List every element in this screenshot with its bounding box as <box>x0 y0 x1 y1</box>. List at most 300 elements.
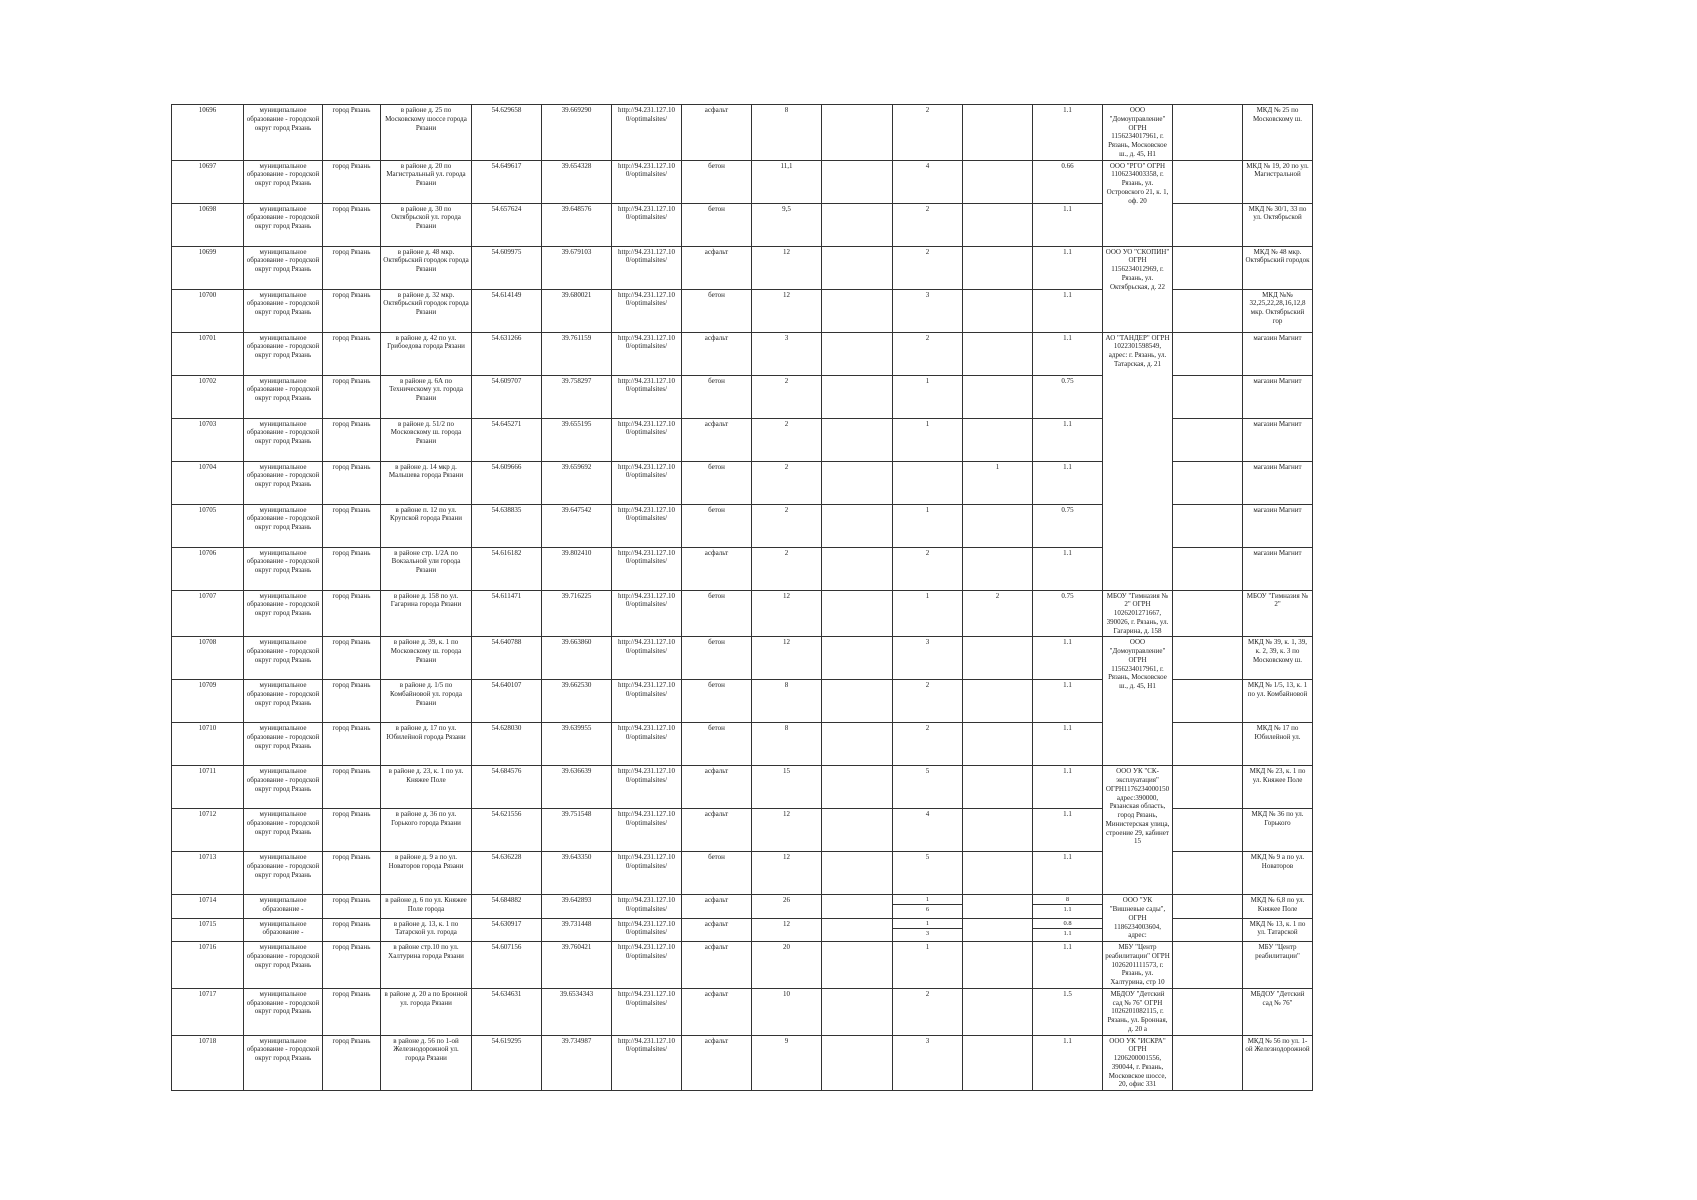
container-count-alt-cell <box>963 332 1033 375</box>
table-row <box>172 203 1410 246</box>
address-cell: в районе д. 6А по Техническому ул. города Рязани <box>381 375 472 418</box>
address-cell: в районе д. 6 по ул. Княжее Поле города <box>381 895 472 918</box>
city-cell: город Рязань <box>323 895 381 918</box>
address-cell: в районе стр.10 по ул. Халтурина города Рязани <box>381 942 472 989</box>
latitude-cell: 54.638835 <box>472 504 542 547</box>
row-id: 10710 <box>172 723 244 766</box>
city-cell: город Рязань <box>323 160 381 203</box>
table-row <box>172 1035 1410 1091</box>
longitude-cell: 39.716225 <box>542 590 612 637</box>
link-cell[interactable]: http://94.231.127.10 0/optimalsites/ <box>612 160 682 203</box>
municipality-cell: муниципальное образование - городской округ город Рязань <box>244 461 323 504</box>
address-cell: в районе д. 36 по ул. Горького города Рязани <box>381 809 472 852</box>
empty-cell <box>822 942 893 989</box>
address-cell: в районе д. 39, к. 1 по Московскому ш. города Рязани <box>381 637 472 680</box>
latitude-cell: 54.649617 <box>472 160 542 203</box>
longitude-cell: 39.731448 <box>542 918 612 941</box>
longitude-cell: 39.642893 <box>542 895 612 918</box>
link-cell[interactable]: http://94.231.127.10 0/optimalsites/ <box>612 418 682 461</box>
empty-cell <box>1173 547 1243 590</box>
empty-cell <box>1173 160 1243 203</box>
address-cell: в районе д. 20 а по Бронной ул. города Рязани <box>381 988 472 1035</box>
area-cell: 26 <box>752 895 822 918</box>
latitude-cell: 54.640107 <box>472 680 542 723</box>
empty-cell <box>822 637 893 680</box>
empty-cell <box>822 289 893 332</box>
table-row <box>172 375 1410 418</box>
surface-cell: бетон <box>682 852 752 895</box>
container-count-cell: 2 <box>893 203 963 246</box>
empty-cell <box>822 723 893 766</box>
municipality-cell: муниципальное образование - городской округ город Рязань <box>244 504 323 547</box>
volume-cell <box>1033 895 1103 918</box>
empty-cell <box>822 461 893 504</box>
row-id: 10714 <box>172 895 244 918</box>
volume-cell: 1.1 <box>1033 723 1103 766</box>
link-cell[interactable]: http://94.231.127.10 0/optimalsites/ <box>612 375 682 418</box>
surface-cell: асфальт <box>682 809 752 852</box>
owner-cell: АО "ТАНДЕР" ОГРН 1022301598549, адрес: г. Рязань, ул. Татарская, д. 21 <box>1103 332 1173 590</box>
row-id: 10708 <box>172 637 244 680</box>
waste-source-cell: МКД №№ 32,25,22,28,16,12,8 мкр. Октябрьский гор <box>1243 289 1313 332</box>
latitude-cell: 54.634631 <box>472 988 542 1035</box>
waste-source-cell: МБУ "Центр реабилитации" <box>1243 942 1313 989</box>
waste-source-cell: МКД № 30/1, 33 по ул. Октябрьской <box>1243 203 1313 246</box>
empty-cell <box>822 547 893 590</box>
row-id: 10715 <box>172 918 244 941</box>
area-cell: 2 <box>752 461 822 504</box>
volume-cell: 1.1 <box>1033 105 1103 161</box>
row-id: 10706 <box>172 547 244 590</box>
container-count-cell: 3 <box>893 1035 963 1091</box>
longitude-cell: 39.761159 <box>542 332 612 375</box>
longitude-cell: 39.659692 <box>542 461 612 504</box>
waste-source-cell: МКД № 13, к. 1 по ул. Татарской <box>1243 918 1313 941</box>
city-cell: город Рязань <box>323 461 381 504</box>
surface-cell: бетон <box>682 723 752 766</box>
empty-cell <box>1173 289 1243 332</box>
municipality-cell: муниципальное образование - городской округ город Рязань <box>244 332 323 375</box>
container-count-alt-cell <box>963 766 1033 809</box>
volume-cell: 1.1 <box>1033 461 1103 504</box>
latitude-cell: 54.645271 <box>472 418 542 461</box>
waste-source-cell: МКД № 39, к. 1, 39, к. 2, 39, к. 3 по Московскому ш. <box>1243 637 1313 680</box>
area-cell: 11,1 <box>752 160 822 203</box>
latitude-cell: 54.621556 <box>472 809 542 852</box>
link-cell[interactable]: http://94.231.127.10 0/optimalsites/ <box>612 105 682 161</box>
address-cell: в районе д. 14 мкр д. Мальшева города Рязани <box>381 461 472 504</box>
surface-cell: асфальт <box>682 988 752 1035</box>
row-id: 10701 <box>172 332 244 375</box>
link-cell[interactable]: http://94.231.127.10 0/optimalsites/ <box>612 680 682 723</box>
container-count-cell: 2 <box>893 105 963 161</box>
waste-source-cell: МКД № 19, 20 по ул. Магистральной <box>1243 160 1313 203</box>
row-id: 10709 <box>172 680 244 723</box>
longitude-cell: 39.639955 <box>542 723 612 766</box>
container-count-alt-cell <box>963 637 1033 680</box>
latitude-cell: 54.607156 <box>472 942 542 989</box>
latitude-cell: 54.616182 <box>472 547 542 590</box>
address-cell: в районе д. 23, к. 1 по ул. Княжее Поле <box>381 766 472 809</box>
surface-cell: асфальт <box>682 332 752 375</box>
surface-cell: асфальт <box>682 918 752 941</box>
table-row <box>172 332 1410 375</box>
table-row <box>172 680 1410 723</box>
waste-source-cell: МКД № 36 по ул. Горького <box>1243 809 1313 852</box>
surface-cell: бетон <box>682 160 752 203</box>
city-cell: город Рязань <box>323 852 381 895</box>
link-cell[interactable]: http://94.231.127.10 0/optimalsites/ <box>612 203 682 246</box>
empty-cell <box>822 105 893 161</box>
owner-cell: ООО УК "ИСКРА" ОГРН 1206200001556, 390044, г. Рязань, Московское шоссе, 20, офис 331 <box>1103 1035 1173 1091</box>
city-cell: город Рязань <box>323 418 381 461</box>
volume-cell: 1.1 <box>1033 1035 1103 1091</box>
link-cell[interactable]: http://94.231.127.10 0/optimalsites/ <box>612 1035 682 1091</box>
empty-cell <box>822 203 893 246</box>
table-row <box>172 852 1410 895</box>
volume-cell-part: 0.8 <box>1033 919 1102 929</box>
registry-table <box>171 104 1410 1091</box>
volume-cell: 1.1 <box>1033 289 1103 332</box>
volume-cell: 1.1 <box>1033 809 1103 852</box>
container-count-alt-cell <box>963 203 1033 246</box>
city-cell: город Рязань <box>323 246 381 289</box>
longitude-cell: 39.751548 <box>542 809 612 852</box>
container-count-cell: 2 <box>893 246 963 289</box>
table-row <box>172 918 1410 941</box>
row-id: 10696 <box>172 105 244 161</box>
container-count-alt-cell <box>963 680 1033 723</box>
link-cell[interactable]: http://94.231.127.10 0/optimalsites/ <box>612 723 682 766</box>
container-count-cell: 1 <box>893 418 963 461</box>
volume-cell: 1.1 <box>1033 766 1103 809</box>
empty-cell <box>822 504 893 547</box>
address-cell: в районе д. 51/2 по Московскому ш. города Рязани <box>381 418 472 461</box>
link-cell[interactable]: http://94.231.127.10 0/optimalsites/ <box>612 809 682 852</box>
municipality-cell: муниципальное образование - городской округ город Рязань <box>244 375 323 418</box>
link-cell[interactable]: http://94.231.127.10 0/optimalsites/ <box>612 461 682 504</box>
container-count-cell-part: 1 <box>893 895 962 905</box>
table-row <box>172 895 1410 918</box>
surface-cell: асфальт <box>682 246 752 289</box>
owner-cell: МБУ "Центр реабилитации" ОГРН 1026201111573, г. Рязань, ул. Халтурина, стр 10 <box>1103 942 1173 989</box>
surface-cell: бетон <box>682 375 752 418</box>
link-cell[interactable]: http://94.231.127.10 0/optimalsites/ <box>612 852 682 895</box>
row-id: 10713 <box>172 852 244 895</box>
city-cell: город Рязань <box>323 637 381 680</box>
empty-cell <box>1173 942 1243 989</box>
surface-cell: бетон <box>682 203 752 246</box>
address-cell: в районе стр. 1/2А по Вокзальной ули города Рязани <box>381 547 472 590</box>
empty-cell <box>822 332 893 375</box>
empty-cell <box>1173 203 1243 246</box>
address-cell: в районе п. 12 по ул. Крупской города Рязани <box>381 504 472 547</box>
area-cell: 12 <box>752 590 822 637</box>
area-cell: 2 <box>752 418 822 461</box>
municipality-cell: муниципальное образование - городской округ город Рязань <box>244 680 323 723</box>
municipality-cell: муниципальное образование - городской округ город Рязань <box>244 942 323 989</box>
volume-cell: 1.1 <box>1033 246 1103 289</box>
table-row <box>172 160 1410 203</box>
city-cell: город Рязань <box>323 547 381 590</box>
table-row <box>172 289 1410 332</box>
volume-cell: 0.75 <box>1033 504 1103 547</box>
longitude-cell: 39.6534343 <box>542 988 612 1035</box>
container-count-alt-cell <box>963 852 1033 895</box>
city-cell: город Рязань <box>323 590 381 637</box>
waste-source-cell: магазин Магнит <box>1243 332 1313 375</box>
longitude-cell: 39.760421 <box>542 942 612 989</box>
table-row <box>172 766 1410 809</box>
city-cell: город Рязань <box>323 375 381 418</box>
city-cell: город Рязань <box>323 289 381 332</box>
empty-cell <box>822 766 893 809</box>
container-count-alt-cell <box>963 375 1033 418</box>
surface-cell: бетон <box>682 461 752 504</box>
container-count-alt-cell <box>963 160 1033 203</box>
waste-source-cell: МКД № 48 мкр. Октябрьский городок <box>1243 246 1313 289</box>
row-id: 10711 <box>172 766 244 809</box>
container-count-cell: 2 <box>893 723 963 766</box>
row-id: 10700 <box>172 289 244 332</box>
area-cell: 12 <box>752 637 822 680</box>
surface-cell: асфальт <box>682 105 752 161</box>
empty-cell <box>1173 1035 1243 1091</box>
link-cell[interactable]: http://94.231.127.10 0/optimalsites/ <box>612 289 682 332</box>
city-cell: город Рязань <box>323 504 381 547</box>
link-cell[interactable]: http://94.231.127.10 0/optimalsites/ <box>612 332 682 375</box>
volume-cell: 1.1 <box>1033 418 1103 461</box>
volume-cell: 0.66 <box>1033 160 1103 203</box>
municipality-cell: муниципальное образование - городской округ город Рязань <box>244 988 323 1035</box>
waste-source-cell: МКД № 17 по Юбилейной ул. <box>1243 723 1313 766</box>
container-count-cell <box>893 895 963 918</box>
row-id: 10698 <box>172 203 244 246</box>
municipality-cell: муниципальное образование - городской округ город Рязань <box>244 203 323 246</box>
waste-source-cell: магазин Магнит <box>1243 547 1313 590</box>
empty-cell <box>1173 461 1243 504</box>
waste-source-cell: МБДОУ "Детский сад № 76" <box>1243 988 1313 1035</box>
link-cell[interactable]: http://94.231.127.10 0/optimalsites/ <box>612 766 682 809</box>
latitude-cell: 54.614149 <box>472 289 542 332</box>
latitude-cell: 54.684882 <box>472 895 542 918</box>
container-count-cell: 2 <box>893 332 963 375</box>
address-cell: в районе д. 42 по ул. Грибоедова города Рязани <box>381 332 472 375</box>
waste-source-cell: МКД № 9 а по ул. Новаторов <box>1243 852 1313 895</box>
longitude-cell: 39.648576 <box>542 203 612 246</box>
container-count-cell: 5 <box>893 852 963 895</box>
longitude-cell: 39.643350 <box>542 852 612 895</box>
container-count-cell-part: 1 <box>893 919 962 929</box>
empty-cell <box>1173 418 1243 461</box>
link-cell[interactable]: http://94.231.127.10 0/optimalsites/ <box>612 504 682 547</box>
container-count-alt-cell: 1 <box>963 461 1033 504</box>
surface-cell: бетон <box>682 590 752 637</box>
longitude-cell: 39.654328 <box>542 160 612 203</box>
row-id: 10702 <box>172 375 244 418</box>
empty-cell <box>1173 332 1243 375</box>
latitude-cell: 54.630917 <box>472 918 542 941</box>
municipality-cell: муниципальное образование - городской округ город Рязань <box>244 418 323 461</box>
latitude-cell: 54.631266 <box>472 332 542 375</box>
address-cell: в районе д. 13, к. 1 по Татарской ул. города <box>381 918 472 941</box>
municipality-cell: муниципальное образование - <box>244 918 323 941</box>
container-count-cell: 2 <box>893 547 963 590</box>
longitude-cell: 39.662530 <box>542 680 612 723</box>
empty-cell <box>822 852 893 895</box>
municipality-cell: муниципальное образование - городской округ город Рязань <box>244 723 323 766</box>
longitude-cell: 39.758297 <box>542 375 612 418</box>
owner-cell: МБОУ "Гимназия № 2" ОГРН 1026201271667, 390026, г. Рязань, ул. Гагарина, д. 158 <box>1103 590 1173 637</box>
row-id: 10718 <box>172 1035 244 1091</box>
city-cell: город Рязань <box>323 332 381 375</box>
waste-source-cell: магазин Магнит <box>1243 375 1313 418</box>
empty-cell <box>1173 637 1243 680</box>
container-count-alt-cell <box>963 918 1033 941</box>
link-cell[interactable]: http://94.231.127.10 0/optimalsites/ <box>612 895 682 918</box>
container-count-alt-cell <box>963 809 1033 852</box>
container-count-cell-part: 6 <box>925 906 930 914</box>
waste-source-cell: магазин Магнит <box>1243 504 1313 547</box>
empty-cell <box>822 590 893 637</box>
area-cell: 12 <box>752 918 822 941</box>
empty-cell <box>822 1035 893 1091</box>
waste-source-cell: МБОУ "Гимназия № 2" <box>1243 590 1313 637</box>
volume-cell: 1.1 <box>1033 942 1103 989</box>
volume-cell: 0.75 <box>1033 375 1103 418</box>
area-cell: 10 <box>752 988 822 1035</box>
table-row <box>172 637 1410 680</box>
municipality-cell: муниципальное образование - <box>244 895 323 918</box>
empty-cell <box>822 160 893 203</box>
row-id: 10699 <box>172 246 244 289</box>
city-cell: город Рязань <box>323 942 381 989</box>
area-cell: 2 <box>752 547 822 590</box>
latitude-cell: 54.619295 <box>472 1035 542 1091</box>
container-count-cell: 4 <box>893 160 963 203</box>
waste-source-cell: магазин Магнит <box>1243 461 1313 504</box>
container-count-cell: 1 <box>893 504 963 547</box>
volume-cell: 1.1 <box>1033 203 1103 246</box>
surface-cell: асфальт <box>682 766 752 809</box>
municipality-cell: муниципальное образование - городской округ город Рязань <box>244 852 323 895</box>
link-cell[interactable]: http://94.231.127.10 0/optimalsites/ <box>612 988 682 1035</box>
latitude-cell: 54.629658 <box>472 105 542 161</box>
container-count-cell: 3 <box>893 289 963 332</box>
table-row <box>172 809 1410 852</box>
empty-cell <box>1173 246 1243 289</box>
empty-cell <box>1173 680 1243 723</box>
city-cell: город Рязань <box>323 203 381 246</box>
city-cell: город Рязань <box>323 918 381 941</box>
address-cell: в районе д. 30 по Октябрьской ул. города Рязани <box>381 203 472 246</box>
link-cell[interactable]: http://94.231.127.10 0/optimalsites/ <box>612 918 682 941</box>
city-cell: город Рязань <box>323 809 381 852</box>
area-cell: 3 <box>752 332 822 375</box>
link-cell[interactable]: http://94.231.127.10 0/optimalsites/ <box>612 590 682 637</box>
area-cell: 12 <box>752 289 822 332</box>
waste-source-cell: МКД № 23, к. 1 по ул. Княжее Поле <box>1243 766 1313 809</box>
container-count-cell: 2 <box>893 680 963 723</box>
surface-cell: асфальт <box>682 895 752 918</box>
municipality-cell: муниципальное образование - городской округ город Рязань <box>244 105 323 161</box>
latitude-cell: 54.640788 <box>472 637 542 680</box>
city-cell: город Рязань <box>323 105 381 161</box>
empty-cell <box>822 246 893 289</box>
address-cell: в районе д. 48 мкр. Октябрьский городок города Рязани <box>381 246 472 289</box>
owner-cell: МБДОУ "Детский сад № 76" ОГРН 1026201082115, г. Рязань, ул. Бронная, д. 20 а <box>1103 988 1173 1035</box>
empty-cell <box>1173 504 1243 547</box>
surface-cell: бетон <box>682 680 752 723</box>
empty-cell <box>1173 852 1243 895</box>
area-cell: 2 <box>752 375 822 418</box>
empty-cell <box>1173 988 1243 1035</box>
empty-cell <box>822 918 893 941</box>
area-cell: 8 <box>752 723 822 766</box>
container-count-cell: 1 <box>893 590 963 637</box>
empty-cell <box>1173 105 1243 161</box>
empty-cell <box>1173 375 1243 418</box>
city-cell: город Рязань <box>323 723 381 766</box>
empty-cell <box>822 418 893 461</box>
owner-cell: ООО "Домоуправление" ОГРН 1156234017961, г. Рязань, Московское ш., д. 45, Н1 <box>1103 637 1173 766</box>
container-count-cell <box>893 461 963 504</box>
municipality-cell: муниципальное образование - городской округ город Рязань <box>244 289 323 332</box>
container-count-cell: 2 <box>893 988 963 1035</box>
longitude-cell: 39.734987 <box>542 1035 612 1091</box>
volume-cell-part: 8 <box>1033 895 1102 905</box>
empty-cell <box>822 375 893 418</box>
longitude-cell: 39.636639 <box>542 766 612 809</box>
link-cell[interactable]: http://94.231.127.10 0/optimalsites/ <box>612 547 682 590</box>
address-cell: в районе д. 32 мкр. Октябрьский городок города Рязани <box>381 289 472 332</box>
volume-cell: 1.1 <box>1033 637 1103 680</box>
surface-cell: асфальт <box>682 1035 752 1091</box>
volume-cell: 1.1 <box>1033 547 1103 590</box>
municipality-cell: муниципальное образование - городской округ город Рязань <box>244 1035 323 1091</box>
waste-source-cell: МКД № 6,8 по ул. Княжее Поле <box>1243 895 1313 918</box>
latitude-cell: 54.684576 <box>472 766 542 809</box>
surface-cell: бетон <box>682 289 752 332</box>
owner-cell: ООО "Домоуправление" ОГРН 1156234017961, г. Рязань, Московское ш., д. 45, Н1 <box>1103 105 1173 161</box>
municipality-cell: муниципальное образование - городской округ город Рязань <box>244 246 323 289</box>
area-cell: 12 <box>752 246 822 289</box>
area-cell: 8 <box>752 105 822 161</box>
table-row <box>172 590 1410 637</box>
container-count-alt-cell <box>963 105 1033 161</box>
area-cell: 9,5 <box>752 203 822 246</box>
volume-cell-part: 1.1 <box>1063 929 1072 937</box>
container-count-alt-cell <box>963 895 1033 918</box>
latitude-cell: 54.657624 <box>472 203 542 246</box>
address-cell: в районе д. 17 по ул. Юбилейной города Рязани <box>381 723 472 766</box>
link-cell[interactable]: http://94.231.127.10 0/optimalsites/ <box>612 942 682 989</box>
city-cell: город Рязань <box>323 766 381 809</box>
latitude-cell: 54.636228 <box>472 852 542 895</box>
waste-source-cell: МКД № 1/5, 13, к. 1 по ул. Комбайновой <box>1243 680 1313 723</box>
municipality-cell: муниципальное образование - городской округ город Рязань <box>244 590 323 637</box>
link-cell[interactable]: http://94.231.127.10 0/optimalsites/ <box>612 246 682 289</box>
address-cell: в районе д. 25 по Московскому шоссе города Рязани <box>381 105 472 161</box>
empty-cell <box>822 988 893 1035</box>
empty-cell <box>822 895 893 918</box>
empty-cell <box>1173 918 1243 941</box>
longitude-cell: 39.679103 <box>542 246 612 289</box>
table-row <box>172 461 1410 504</box>
longitude-cell: 39.663860 <box>542 637 612 680</box>
link-cell[interactable]: http://94.231.127.10 0/optimalsites/ <box>612 637 682 680</box>
municipality-cell: муниципальное образование - городской округ город Рязань <box>244 809 323 852</box>
